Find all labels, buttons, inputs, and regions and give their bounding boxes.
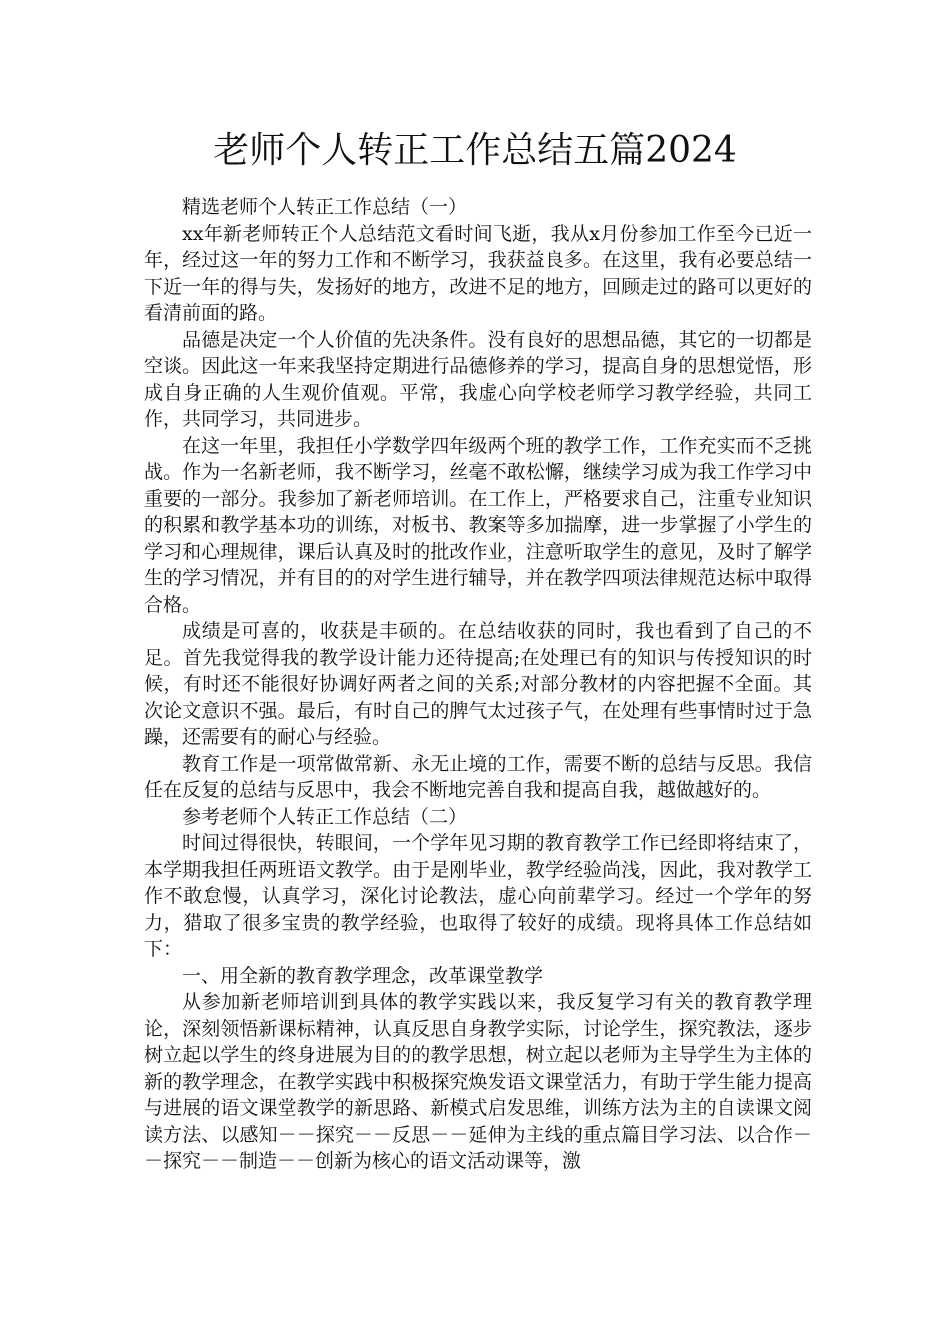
paragraph: 时间过得很快，转眼间，一个学年见习期的教育教学工作已经即将结束了，本学期我担任两班语文教学。由于是刚毕业，教学经验尚浅，因此，我对教学工作不敢怠慢，认真学习，深化讨论教法，虚心向前辈学习。经过一个学年的努力，猎取了很多宝贵的教学经验，也取得了较好的成绩。现将具体工作总结如下： xyxy=(144,832,812,960)
paragraph: 品德是决定一个人价值的先决条件。没有良好的思想品德，其它的一切都是空谈。因此这一年来我坚持定期进行品德修养的学习，提高自身的思想觉悟，形成自身正确的人生观价值观。平常，我虚心向学校老师学习教学经验，共同工作，共同学习，共同进步。 xyxy=(144,328,812,430)
paragraph: 从参加新老师培训到具体的教学实践以来，我反复学习有关的教育教学理论，深刻领悟新课标精神，认真反思自身教学实际，讨论学生，探究教法，逐步树立起以学生的终身进展为目的的教学思想，树立起以老师为主导学生为主体的新的教学理念，在教学实践中积极探究焕发语文课堂活力，有助于学生能力提高与进展的语文课堂教学的新思路、新模式启发思维，训练方法为主的自读课文阅读方法、以感知－－探究－－反思－－延伸为主线的重点篇目学习法、以合作－－探究－－制造－－创新为核心的语文活动课等，激 xyxy=(144,991,812,1172)
paragraph: 成绩是可喜的，收获是丰硕的。在总结收获的同时，我也看到了自己的不足。首先我觉得我的教学设计能力还待提高;在处理已有的知识与传授知识的时候，有时还不能很好协调好两者之间的关系;对部分教材的内容把握不全面。其次论文意识不强。最后，有时自己的脾气太过孩子气，在处理有些事情时过于急躁，还需要有的耐心与经验。 xyxy=(144,620,812,748)
document-body xyxy=(144,194,812,1175)
document-title: 老师个人转正工作总结五篇2024 xyxy=(213,130,737,171)
paragraph: 在这一年里，我担任小学数学四年级两个班的教学工作，工作充实而不乏挑战。作为一名新老师，我不断学习，丝毫不敢松懈，继续学习成为我工作学习中重要的一部分。我参加了新老师培训。在工作上，严格要求自己，注重专业知识的积累和教学基本功的训练，对板书、教案等多加揣摩，进一步掌握了小学生的学习和心理规律，课后认真及时的批改作业，注意听取学生的意见，及时了解学生的学习情况，并有目的的对学生进行辅导，并在教学四项法律规范达标中取得合格。 xyxy=(144,434,812,616)
section-heading-1: 精选老师个人转正工作总结（一） xyxy=(182,196,468,218)
paragraph: xx年新老师转正个人总结范文看时间飞逝，我从x月份参加工作至今已近一年，经过这一年的努力工作和不断学习，我获益良多。在这里，我有必要总结一下近一年的得与失，发扬好的地方，改进不足的地方，回顾走过的路可以更好的看清前面的路。 xyxy=(144,222,812,324)
paragraph: 教育工作是一项常做常新、永无止境的工作，需要不断的总结与反思。我信任在反复的总结与反思中，我会不断地完善自我和提高自我，越做越好的。 xyxy=(144,752,812,801)
subsection-heading: 一、用全新的教育教学理念，改革课堂教学 xyxy=(182,964,544,987)
section-heading-2: 参考老师个人转正工作总结（二） xyxy=(182,805,468,828)
